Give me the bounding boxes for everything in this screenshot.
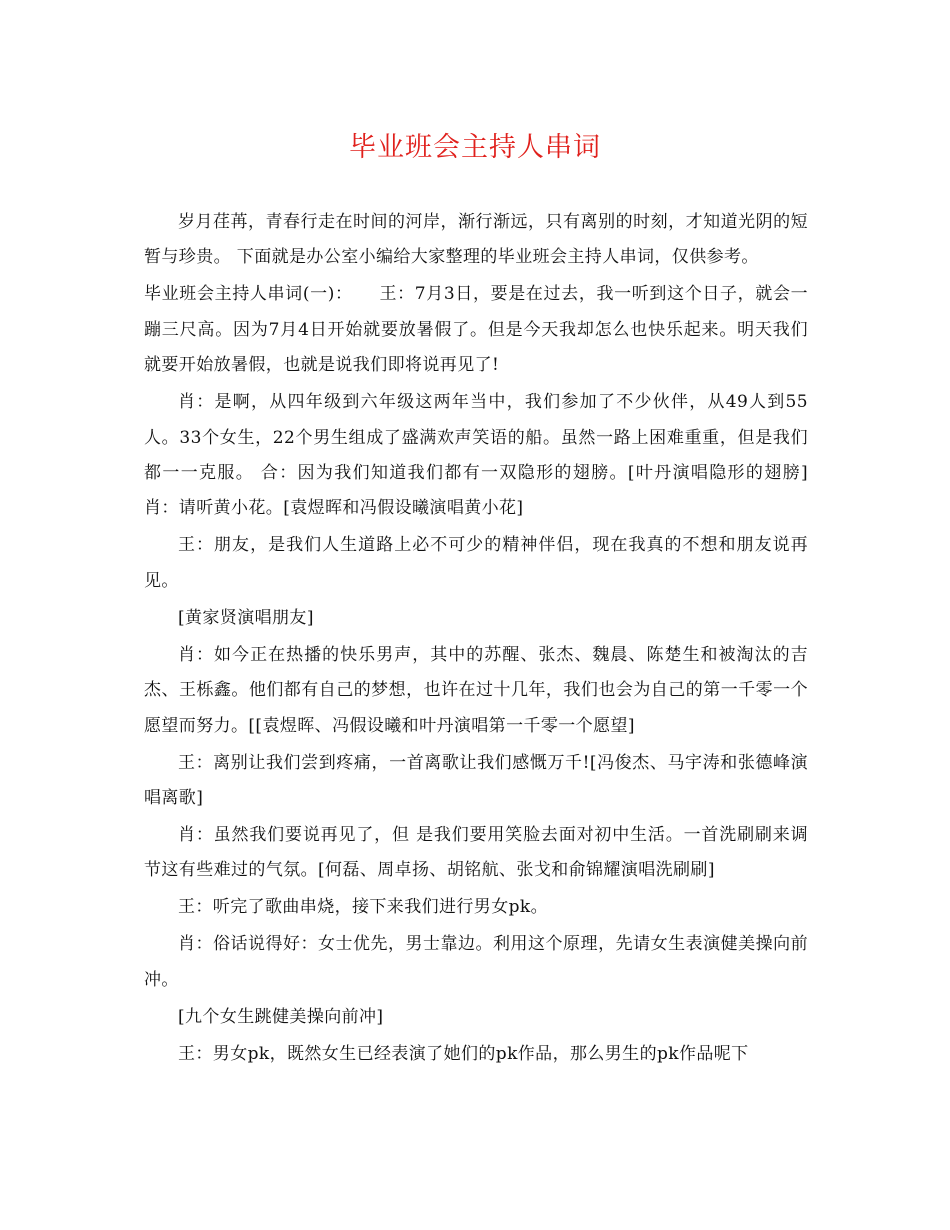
- paragraph-wang-boys-pk: 王：男女pk，既然女生已经表演了她们的pk作品，那么男生的pk作品呢下: [178, 1043, 749, 1064]
- paragraph-intro: 岁月荏苒，青春行走在时间的河岸，渐行渐远，只有离别的时刻，才知道光阴的短暂与珍贵。 下面就是办公室小编给大家整理的毕业班会主持人串词，仅供参考。: [144, 212, 808, 268]
- paragraph-wang-pk: 王：听完了歌曲串烧，接下来我们进行男女pk。: [178, 897, 548, 918]
- paragraph-section-one: 毕业班会主持人串词(一)： 王：7月3日，要是在过去，我一听到这个日子，就会一蹦三尺高。因为7月4日开始就要放暑假了。但是今天我却怎么也快乐起来。明天我们就要开始放暑假，也就是说我们即将说再见了!: [144, 284, 808, 376]
- paragraph-wang-friends: 王：朋友，是我们人生道路上必不可少的精神伴侣，现在我真的不想和朋友说再见。: [144, 535, 808, 591]
- paragraph-girls-dance: [九个女生跳健美操向前冲]: [178, 1006, 384, 1027]
- paragraph-xiao-xishuashua: 肖：虽然我们要说再见了，但 是我们要用笑脸去面对初中生活。一首洗刷刷来调节这有些难过的气氛。[何磊、周卓扬、胡铭航、张戈和俞锦耀演唱洗刷刷]: [144, 825, 808, 881]
- paragraph-wang-farewell: 王：离别让我们尝到疼痛，一首离歌让我们感慨万千![冯俊杰、马宇涛和张德峰演唱离歌]: [144, 752, 808, 809]
- document-title: 毕业班会主持人串词: [349, 132, 601, 163]
- paragraph-song-friends: [黄家贤演唱朋友]: [178, 607, 314, 628]
- paragraph-xiao-friends: 肖：是啊，从四年级到六年级这两年当中，我们参加了不少伙伴，从49人到55人。33个女生，22个男生组成了盛满欢声笑语的船。虽然一路上困难重重，但是我们都一一克服。 合：因为我们知道我们都有一双隐形的翅膀。[叶丹演唱隐形的翅膀] 肖：请听黄小花。[袁煜晖和冯假设曦演唱黄小花]: [144, 392, 808, 519]
- paragraph-xiao-kuaile: 肖：如今正在热播的快乐男声，其中的苏醒、张杰、魏晨、陈楚生和被淘汰的吉杰、王栎鑫。他们都有自己的梦想，也许在过十几年，我们也会为自己的第一千零一个愿望而努力。[[袁煜晖、冯假设曦和叶丹演唱第一千零一个愿望]: [144, 644, 808, 736]
- paragraph-xiao-ladies-first: 肖：俗话说得好：女士优先，男士靠边。利用这个原理，先请女生表演健美操向前冲。: [144, 934, 808, 990]
- document-body: [144, 205, 808, 1074]
